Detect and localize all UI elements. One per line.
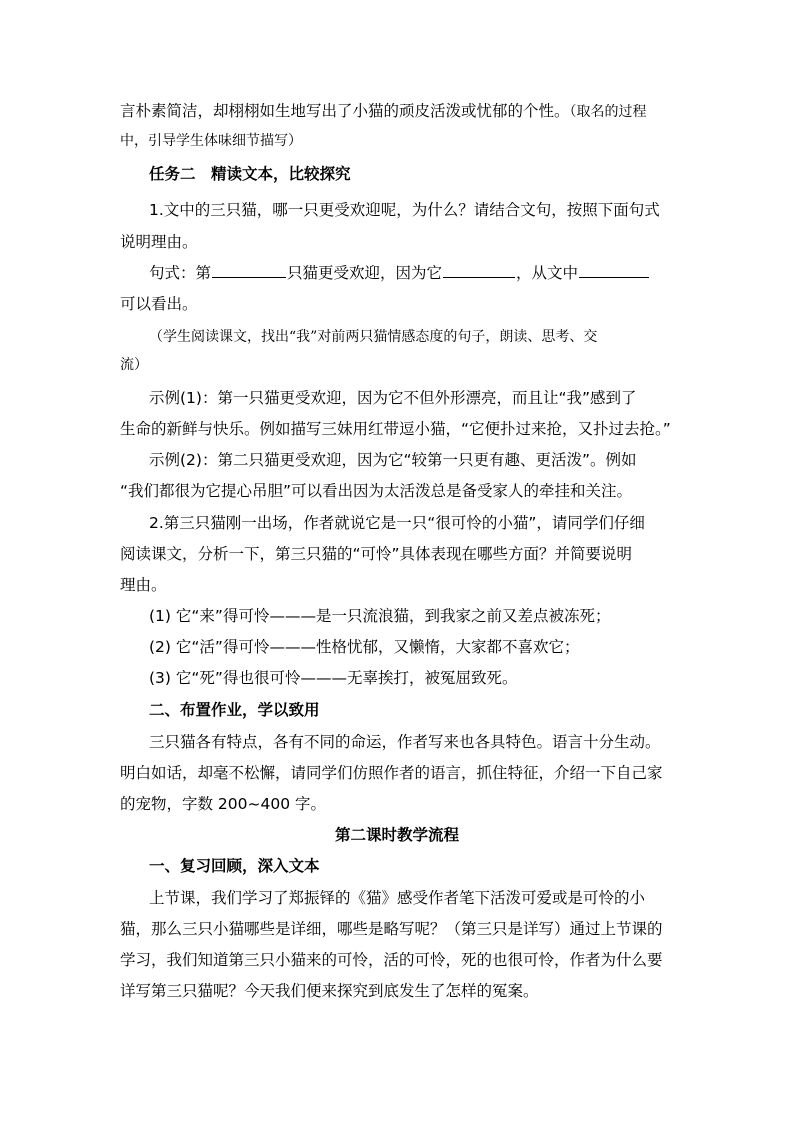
text-segment: 言朴素简洁，却栩栩如生地写出了小猫的顽皮活泼或忧郁的个性。 <box>120 102 570 120</box>
paragraph-line: 上节课，我们学习了郑振铎的《猫》感受作者笔下活泼可爱或是可怜的小 <box>149 889 646 907</box>
pattern-text: 只猫更受欢迎，因为它 <box>287 264 443 282</box>
fill-blank <box>212 262 286 278</box>
paragraph-line <box>120 100 647 123</box>
pattern-text: 句式：第 <box>149 264 212 282</box>
section-title: 第二课时教学流程 <box>334 826 459 844</box>
paragraph-line: 说明理由。 <box>120 233 198 251</box>
teaching-note: （学生阅读课文，找出“我”对前两只猫情感态度的句子，朗读、思考、交 <box>149 329 598 345</box>
homework-line: 三只猫各有特点，各有不同的命运，作者写来也各具特色。语言十分生动。 <box>149 733 661 751</box>
paragraph-line: 生命的新鲜与快乐。例如描写三妹用红带逗小猫，“它便扑过来抢，又扑过去抢。” <box>120 420 671 438</box>
sentence-pattern <box>149 262 650 284</box>
example-1: 示例(1)：第一只猫更受欢迎，因为它不但外形漂亮，而且让“我”感到了 <box>149 389 637 407</box>
paragraph-line: 阅读课文，分析一下，第三只猫的“可怜”具体表现在哪些方面？并简要说明 <box>120 545 633 563</box>
answer-item: (1) 它“来”得可怜———是一只流浪猫，到我家之前又差点被冻死； <box>149 607 611 625</box>
answer-item: (2) 它“活”得可怜———性格忧郁，又懒惰，大家都不喜欢它； <box>149 638 580 656</box>
question-2: 2.第三只猫刚一出场，作者就说它是一只“很可怜的小猫”，请同学们仔细 <box>149 514 645 532</box>
paragraph-line: 可以看出。 <box>120 295 198 313</box>
paragraph-line: 猫，那么三只小猫哪些是详细，哪些是略写呢？（第三只是详写）通过上节课的 <box>120 920 663 938</box>
pattern-text: ，从文中 <box>516 264 579 282</box>
answer-item: (3) 它“死”得也很可怜———无辜挨打，被冤屈致死。 <box>149 669 518 687</box>
section-heading: 一、复习回顾，深入文本 <box>149 857 320 875</box>
section-heading: 任务二 精读文本，比较探究 <box>149 165 351 183</box>
section-heading: 二、布置作业，学以致用 <box>149 701 320 719</box>
paragraph-line: 详写第三只猫呢？今天我们便来探究到底发生了怎样的冤案。 <box>120 982 539 1000</box>
fill-blank <box>579 262 649 278</box>
paragraph-line: 理由。 <box>120 576 167 594</box>
paragraph-line: “我们都很为它提心吊胆”可以看出因为太活泼总是备受家人的牵挂和关注。 <box>120 482 633 500</box>
homework-line: 明白如话，却毫不松懈，请同学们仿照作者的语言，抓住特征，介绍一下自己家 <box>120 764 663 782</box>
fill-blank <box>443 262 515 278</box>
homework-line: 的宠物，字数 200~400 字。 <box>120 795 327 813</box>
paragraph-line: 学习，我们知道第三只小猫来的可怜，活的可怜，死的也很可怜，作者为什么要 <box>120 951 663 969</box>
teaching-note: 流） <box>120 357 148 373</box>
teaching-note: 中，引导学生体味细节描写） <box>120 133 302 149</box>
teaching-note: （取名的过程 <box>569 104 647 120</box>
question-1: 1.文中的三只猫，哪一只更受欢迎呢，为什么？请结合文句，按照下面句式 <box>149 201 660 219</box>
example-2: 示例(2)：第二只猫更受欢迎，因为它“较第一只更有趣、更活泼”。例如 <box>149 451 637 469</box>
